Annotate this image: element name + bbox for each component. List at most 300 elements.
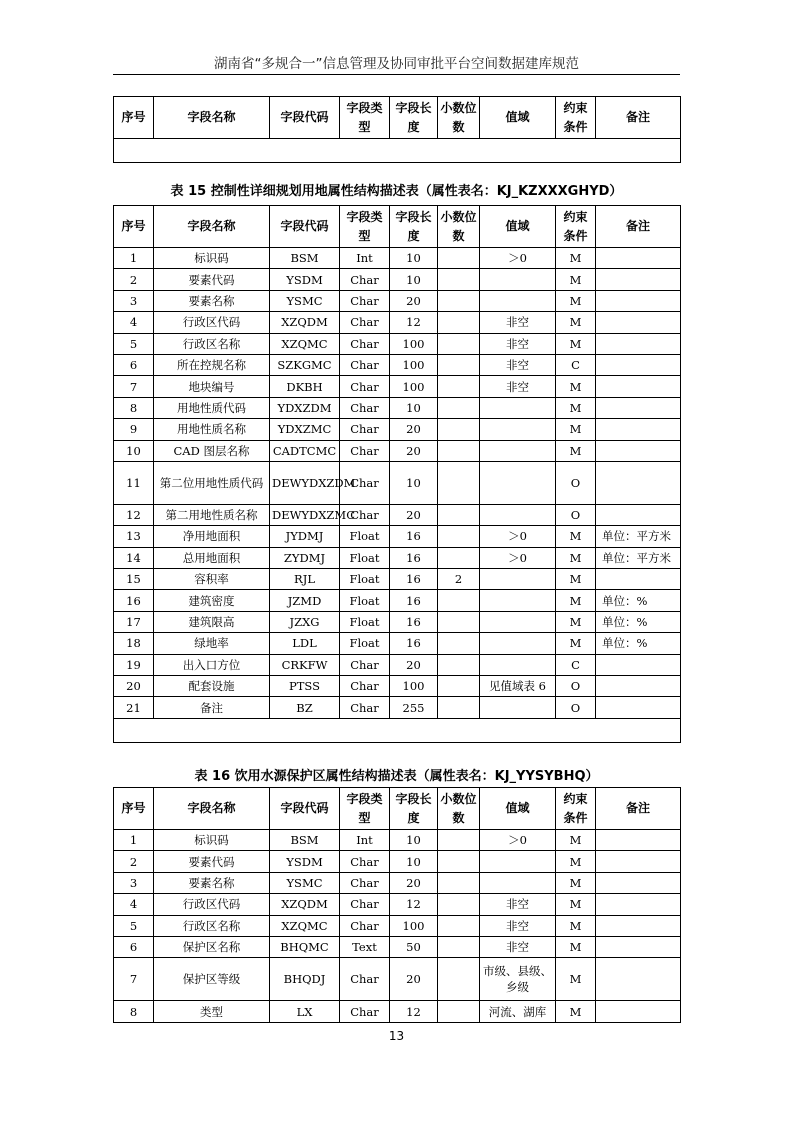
cell-remark (596, 290, 681, 311)
cell-field-name: 标识码 (154, 248, 270, 269)
cell-seq: 2 (114, 269, 154, 290)
table-row (114, 830, 681, 851)
table16-caption: 表 16 饮用水源保护区属性结构描述表（属性表名：KJ_YYSYBHQ） (194, 769, 599, 784)
cell-field-length: 10 (390, 830, 438, 851)
col-field-code: 字段代码 (270, 788, 340, 830)
cell-field-length: 100 (390, 915, 438, 936)
cell-decimals (438, 248, 480, 269)
table-blank-row (114, 718, 681, 742)
cell-seq: 11 (114, 461, 154, 504)
cell-field-type: Char (340, 354, 390, 375)
cell-constraint: M (556, 290, 596, 311)
cell-constraint: M (556, 397, 596, 418)
table15 (113, 205, 681, 743)
cell-constraint: M (556, 915, 596, 936)
cell-field-code: BSM (270, 248, 340, 269)
col-remark: 备注 (596, 97, 681, 139)
cell-field-length: 20 (390, 290, 438, 311)
cell-seq: 5 (114, 333, 154, 354)
table-row (114, 569, 681, 590)
cell-seq: 9 (114, 419, 154, 440)
cell-field-length: 20 (390, 504, 438, 525)
cell-value-domain (480, 569, 556, 590)
cell-seq: 3 (114, 290, 154, 311)
cell-remark (596, 354, 681, 375)
cell-constraint: M (556, 312, 596, 333)
cell-field-type: Float (340, 611, 390, 632)
cell-field-length: 20 (390, 419, 438, 440)
cell-value-domain (480, 461, 556, 504)
cell-field-name: 标识码 (154, 830, 270, 851)
cell-seq: 3 (114, 872, 154, 893)
cell-seq: 6 (114, 936, 154, 957)
cell-remark (596, 958, 681, 1001)
cell-field-length: 10 (390, 851, 438, 872)
table-header-row (114, 206, 681, 248)
cell-decimals (438, 354, 480, 375)
cell-field-length: 10 (390, 397, 438, 418)
cell-value-domain: ＞0 (480, 248, 556, 269)
cell-constraint: M (556, 269, 596, 290)
cell-field-code: XZQDM (270, 894, 340, 915)
cell-constraint: M (556, 419, 596, 440)
col-field-length: 字段长度 (390, 788, 438, 830)
cell-field-code: XZQMC (270, 915, 340, 936)
cell-seq: 14 (114, 547, 154, 568)
col-decimals: 小数位数 (438, 206, 480, 248)
cell-remark (596, 419, 681, 440)
cell-field-code: SZKGMC (270, 354, 340, 375)
col-field-name: 字段名称 (154, 206, 270, 248)
cell-decimals (438, 851, 480, 872)
page-number: 13 (388, 1029, 405, 1043)
col-value-domain: 值域 (480, 97, 556, 139)
table-row (114, 269, 681, 290)
cell-field-type: Char (340, 915, 390, 936)
cell-constraint: M (556, 547, 596, 568)
cell-value-domain (480, 633, 556, 654)
cell-remark (596, 248, 681, 269)
cell-field-name: CAD 图层名称 (154, 440, 270, 461)
cell-field-type: Char (340, 1001, 390, 1022)
cell-decimals (438, 590, 480, 611)
col-field-type: 字段类型 (340, 788, 390, 830)
cell-constraint: M (556, 526, 596, 547)
table-row (114, 697, 681, 718)
cell-constraint: M (556, 633, 596, 654)
cell-field-name: 要素名称 (154, 290, 270, 311)
table-blank-row (114, 139, 681, 163)
cell-field-length: 100 (390, 354, 438, 375)
cell-field-code: YSMC (270, 290, 340, 311)
table-row (114, 633, 681, 654)
cell-field-length: 16 (390, 611, 438, 632)
col-field-type: 字段类型 (340, 97, 390, 139)
cell-decimals (438, 397, 480, 418)
cell-field-code: DEWYDXZMC (270, 504, 340, 525)
cell-field-name: 建筑限高 (154, 611, 270, 632)
col-field-type: 字段类型 (340, 206, 390, 248)
table-row (114, 504, 681, 525)
cell-field-name: 绿地率 (154, 633, 270, 654)
cell-seq: 15 (114, 569, 154, 590)
cell-field-code: XZQMC (270, 333, 340, 354)
cell-value-domain: 非空 (480, 333, 556, 354)
cell-value-domain: 河流、湖库 (480, 1001, 556, 1022)
cell-remark (596, 440, 681, 461)
cell-field-code: XZQDM (270, 312, 340, 333)
cell-constraint: M (556, 611, 596, 632)
cell-value-domain (480, 504, 556, 525)
table-row (114, 590, 681, 611)
cell-field-code: CADTCMC (270, 440, 340, 461)
cell-constraint: C (556, 654, 596, 675)
cell-field-code: PTSS (270, 676, 340, 697)
cell-remark (596, 397, 681, 418)
cell-value-domain (480, 440, 556, 461)
cell-value-domain: 非空 (480, 376, 556, 397)
cell-decimals (438, 697, 480, 718)
cell-field-type: Float (340, 590, 390, 611)
cell-decimals (438, 872, 480, 893)
cell-value-domain: 市级、县级、乡级 (480, 958, 556, 1001)
cell-field-type: Char (340, 676, 390, 697)
cell-decimals (438, 830, 480, 851)
col-value-domain: 值域 (480, 788, 556, 830)
cell-remark: 单位：% (596, 633, 681, 654)
cell-seq: 13 (114, 526, 154, 547)
cell-value-domain: 非空 (480, 894, 556, 915)
cell-field-name: 行政区代码 (154, 312, 270, 333)
cell-field-length: 20 (390, 958, 438, 1001)
cell-seq: 7 (114, 376, 154, 397)
cell-decimals (438, 376, 480, 397)
cell-field-type: Char (340, 851, 390, 872)
cell-value-domain (480, 697, 556, 718)
cell-field-length: 12 (390, 312, 438, 333)
cell-field-length: 100 (390, 376, 438, 397)
table-row (114, 419, 681, 440)
cell-field-type: Char (340, 419, 390, 440)
cell-field-type: Int (340, 248, 390, 269)
cell-value-domain (480, 590, 556, 611)
cell-field-name: 容积率 (154, 569, 270, 590)
cell-field-type: Char (340, 376, 390, 397)
cell-field-code: LDL (270, 633, 340, 654)
cell-decimals (438, 894, 480, 915)
cell-constraint: M (556, 376, 596, 397)
cell-field-code: RJL (270, 569, 340, 590)
cell-field-length: 50 (390, 936, 438, 957)
cell-field-type: Char (340, 397, 390, 418)
cell-field-type: Char (340, 894, 390, 915)
cell-field-length: 10 (390, 248, 438, 269)
col-decimals: 小数位数 (438, 97, 480, 139)
cell-decimals (438, 504, 480, 525)
cell-remark (596, 894, 681, 915)
cell-decimals (438, 958, 480, 1001)
cell-field-code: CRKFW (270, 654, 340, 675)
cell-remark (596, 569, 681, 590)
table-row (114, 312, 681, 333)
cell-seq: 4 (114, 894, 154, 915)
cell-seq: 1 (114, 830, 154, 851)
table-header-row (114, 97, 681, 139)
cell-field-code: JZXG (270, 611, 340, 632)
cell-constraint: M (556, 440, 596, 461)
cell-remark: 单位：% (596, 611, 681, 632)
table16 (113, 787, 681, 1023)
cell-field-type: Char (340, 312, 390, 333)
cell-remark (596, 851, 681, 872)
col-field-name: 字段名称 (154, 97, 270, 139)
cell-seq: 5 (114, 915, 154, 936)
cell-seq: 21 (114, 697, 154, 718)
cell-field-type: Float (340, 633, 390, 654)
table-row (114, 915, 681, 936)
continued-table (113, 96, 681, 163)
cell-decimals (438, 1001, 480, 1022)
cell-value-domain: 见值域表 6 (480, 676, 556, 697)
cell-field-name: 出入口方位 (154, 654, 270, 675)
col-field-code: 字段代码 (270, 206, 340, 248)
cell-seq: 10 (114, 440, 154, 461)
cell-field-name: 类型 (154, 1001, 270, 1022)
table-row (114, 290, 681, 311)
cell-field-length: 16 (390, 569, 438, 590)
table-row (114, 547, 681, 568)
col-constraint: 约束条件 (556, 788, 596, 830)
cell-field-name: 要素代码 (154, 269, 270, 290)
table-row (114, 872, 681, 893)
cell-field-type: Int (340, 830, 390, 851)
cell-seq: 1 (114, 248, 154, 269)
table-row (114, 676, 681, 697)
col-decimals: 小数位数 (438, 788, 480, 830)
cell-seq: 12 (114, 504, 154, 525)
cell-field-type: Char (340, 269, 390, 290)
cell-field-type: Char (340, 504, 390, 525)
cell-field-type: Float (340, 526, 390, 547)
cell-constraint: O (556, 504, 596, 525)
cell-decimals (438, 333, 480, 354)
cell-field-code: YSDM (270, 269, 340, 290)
cell-field-length: 255 (390, 697, 438, 718)
cell-field-code: BSM (270, 830, 340, 851)
col-field-length: 字段长度 (390, 97, 438, 139)
cell-field-code: YDXZMC (270, 419, 340, 440)
table-row (114, 654, 681, 675)
cell-remark (596, 461, 681, 504)
cell-value-domain: ＞0 (480, 526, 556, 547)
cell-seq: 17 (114, 611, 154, 632)
cell-seq: 6 (114, 354, 154, 375)
table-row (114, 461, 681, 504)
cell-remark: 单位：平方米 (596, 526, 681, 547)
cell-constraint: M (556, 958, 596, 1001)
cell-field-length: 10 (390, 269, 438, 290)
table-row (114, 958, 681, 1001)
cell-field-type: Char (340, 290, 390, 311)
cell-seq: 19 (114, 654, 154, 675)
cell-value-domain (480, 872, 556, 893)
cell-constraint: M (556, 333, 596, 354)
cell-decimals (438, 269, 480, 290)
cell-field-name: 用地性质名称 (154, 419, 270, 440)
cell-constraint: C (556, 354, 596, 375)
cell-field-name: 备注 (154, 697, 270, 718)
cell-field-length: 20 (390, 872, 438, 893)
cell-constraint: M (556, 569, 596, 590)
cell-constraint: O (556, 461, 596, 504)
cell-constraint: M (556, 248, 596, 269)
cell-field-type: Char (340, 461, 390, 504)
cell-value-domain: 非空 (480, 915, 556, 936)
cell-value-domain: ＞0 (480, 547, 556, 568)
header-rule (113, 74, 680, 75)
cell-field-name: 总用地面积 (154, 547, 270, 568)
col-constraint: 约束条件 (556, 97, 596, 139)
cell-constraint: M (556, 894, 596, 915)
cell-remark (596, 697, 681, 718)
cell-decimals: 2 (438, 569, 480, 590)
cell-seq: 8 (114, 397, 154, 418)
table15-caption: 表 15 控制性详细规划用地属性结构描述表（属性表名：KJ_KZXXXGHYD） (170, 184, 623, 199)
cell-constraint: M (556, 851, 596, 872)
cell-field-length: 12 (390, 894, 438, 915)
cell-field-name: 第二用地性质名称 (154, 504, 270, 525)
cell-field-name: 第二位用地性质代码 (154, 461, 270, 504)
table-row (114, 851, 681, 872)
cell-field-name: 行政区名称 (154, 333, 270, 354)
cell-field-name: 要素名称 (154, 872, 270, 893)
cell-remark (596, 333, 681, 354)
col-field-length: 字段长度 (390, 206, 438, 248)
cell-field-type: Char (340, 333, 390, 354)
cell-field-name: 行政区代码 (154, 894, 270, 915)
cell-field-type: Float (340, 547, 390, 568)
cell-decimals (438, 419, 480, 440)
cell-field-length: 12 (390, 1001, 438, 1022)
cell-value-domain: 非空 (480, 936, 556, 957)
table-row (114, 1001, 681, 1022)
cell-value-domain (480, 269, 556, 290)
cell-field-code: BZ (270, 697, 340, 718)
cell-field-name: 保护区等级 (154, 958, 270, 1001)
cell-field-code: LX (270, 1001, 340, 1022)
cell-constraint: O (556, 697, 596, 718)
cell-value-domain: ＞0 (480, 830, 556, 851)
col-remark: 备注 (596, 788, 681, 830)
cell-value-domain: 非空 (480, 354, 556, 375)
cell-seq: 7 (114, 958, 154, 1001)
page-header: 湖南省“多规合一”信息管理及协同审批平台空间数据建库规范 (214, 56, 579, 72)
cell-field-code: DKBH (270, 376, 340, 397)
cell-constraint: M (556, 590, 596, 611)
cell-remark (596, 872, 681, 893)
col-field-code: 字段代码 (270, 97, 340, 139)
table-row (114, 611, 681, 632)
table-row (114, 894, 681, 915)
cell-seq: 2 (114, 851, 154, 872)
cell-field-name: 行政区名称 (154, 915, 270, 936)
cell-field-code: YDXZDM (270, 397, 340, 418)
cell-field-code: BHQMC (270, 936, 340, 957)
cell-remark (596, 269, 681, 290)
cell-field-name: 用地性质代码 (154, 397, 270, 418)
cell-value-domain (480, 654, 556, 675)
col-seq: 序号 (114, 206, 154, 248)
col-seq: 序号 (114, 788, 154, 830)
table-row (114, 936, 681, 957)
cell-field-type: Char (340, 958, 390, 1001)
cell-constraint: M (556, 1001, 596, 1022)
cell-field-type: Text (340, 936, 390, 957)
col-value-domain: 值域 (480, 206, 556, 248)
table-row (114, 333, 681, 354)
cell-decimals (438, 633, 480, 654)
cell-field-type: Char (340, 440, 390, 461)
cell-field-length: 20 (390, 440, 438, 461)
cell-field-type: Char (340, 654, 390, 675)
cell-constraint: M (556, 830, 596, 851)
table-row (114, 354, 681, 375)
cell-field-name: 配套设施 (154, 676, 270, 697)
cell-field-length: 10 (390, 461, 438, 504)
table-row (114, 440, 681, 461)
cell-field-code: DEWYDXZDM (270, 461, 340, 504)
cell-field-name: 保护区名称 (154, 936, 270, 957)
cell-seq: 8 (114, 1001, 154, 1022)
cell-remark (596, 915, 681, 936)
cell-field-name: 所在控规名称 (154, 354, 270, 375)
cell-value-domain: 非空 (480, 312, 556, 333)
cell-decimals (438, 936, 480, 957)
cell-decimals (438, 547, 480, 568)
cell-field-code: ZYDMJ (270, 547, 340, 568)
cell-value-domain (480, 290, 556, 311)
cell-field-name: 要素代码 (154, 851, 270, 872)
col-constraint: 约束条件 (556, 206, 596, 248)
table-row (114, 376, 681, 397)
cell-remark (596, 504, 681, 525)
cell-decimals (438, 312, 480, 333)
cell-value-domain (480, 419, 556, 440)
cell-remark (596, 654, 681, 675)
cell-value-domain (480, 611, 556, 632)
cell-remark: 单位：% (596, 590, 681, 611)
cell-value-domain (480, 851, 556, 872)
cell-decimals (438, 654, 480, 675)
cell-seq: 4 (114, 312, 154, 333)
cell-seq: 20 (114, 676, 154, 697)
cell-seq: 18 (114, 633, 154, 654)
cell-decimals (438, 611, 480, 632)
cell-field-type: Char (340, 872, 390, 893)
cell-remark (596, 1001, 681, 1022)
cell-field-length: 100 (390, 676, 438, 697)
cell-decimals (438, 461, 480, 504)
cell-decimals (438, 526, 480, 547)
cell-decimals (438, 915, 480, 936)
col-seq: 序号 (114, 97, 154, 139)
cell-field-code: YSMC (270, 872, 340, 893)
table-row (114, 526, 681, 547)
col-remark: 备注 (596, 206, 681, 248)
cell-decimals (438, 290, 480, 311)
cell-field-code: JZMD (270, 590, 340, 611)
table-header-row (114, 788, 681, 830)
